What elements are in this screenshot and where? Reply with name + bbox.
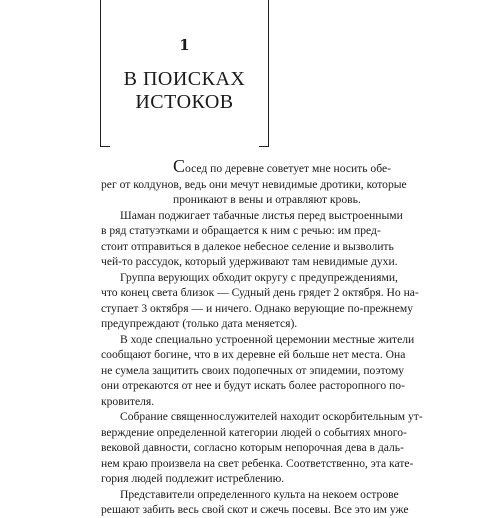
paragraph-line: в ряд статуэтками и обращается к ним с речью: им пред- <box>101 224 381 237</box>
paragraph-line: что конец света близок — Судный день грядет 2 октября. Но на- <box>101 286 419 299</box>
paragraph-6 <box>101 487 411 518</box>
paragraph-line: верждение определенной категории людей о событиях много- <box>101 425 407 439</box>
paragraph-line: рег от колдунов, ведь они мечут невидимые дротики, которые <box>101 177 407 191</box>
paragraph-line: предупреждают (только дата меняется). <box>101 317 298 330</box>
paragraph-line: кровителя. <box>101 394 155 408</box>
paragraph-line: Представители определенного культа на некоем острове <box>120 487 399 501</box>
paragraph-line: сообщают богине, что в их деревне ей больше нет места. Она <box>101 348 406 361</box>
paragraph-line: проникают в вены и отравляют кровь. <box>173 193 361 206</box>
paragraph-line: Группа верующих обходит округу с предупреждениями, <box>120 270 398 284</box>
paragraph-line: не сумела защитить своих подопечных от эпидемии, поэтому <box>101 363 405 377</box>
paragraph-line: осед по деревне советует мне носить обе- <box>185 162 391 175</box>
frame-bottom-left-tick <box>100 146 110 147</box>
frame-bottom-right-tick <box>259 146 269 147</box>
paragraph-line: ступает 3 октября — и ничего. Однако верующие по-прежнему <box>101 301 414 315</box>
paragraph-1 <box>101 156 411 208</box>
chapter-number: 1 <box>179 36 190 54</box>
chapter-title <box>100 68 269 114</box>
chapter-heading-frame <box>100 0 269 147</box>
paragraph-5 <box>101 409 423 487</box>
chapter-title-line-1: В ПОИСКАХ <box>123 68 246 90</box>
paragraph-line: решают забить весь свой скот и сжечь посевы. Все это им уже <box>101 503 409 516</box>
paragraph-line: Шаман поджигает табачные листья перед выстроенными <box>120 208 403 222</box>
paragraph-3 <box>101 270 419 332</box>
paragraph-line: вековой давности, согласно которым непорочная дева в даль- <box>101 441 404 454</box>
body-text <box>101 156 423 518</box>
paragraph-line: чей-то рассудок, который удерживают там невидимые духи. <box>101 255 398 268</box>
drop-cap: С <box>173 156 186 176</box>
chapter-title-line-2: ИСТОКОВ <box>135 91 234 113</box>
paragraph-4 <box>101 332 415 410</box>
paragraph-line: они отрекаются от нее и будут искать более расторопного по- <box>101 379 405 392</box>
paragraph-2 <box>101 208 411 270</box>
paragraph-line: Собрание священнослужителей находит оскорбительным ут- <box>120 410 423 423</box>
paragraph-line: стоит отправиться в далекое небесное селение и вызволить <box>101 239 394 253</box>
paragraph-line: нем краю произвела на свет ребенка. Соответственно, эта кате- <box>101 456 414 470</box>
paragraph-line: В ходе специально устроенной церемонии местные жители <box>120 332 415 346</box>
paragraph-line: гория людей подлежит истреблению. <box>101 472 285 485</box>
